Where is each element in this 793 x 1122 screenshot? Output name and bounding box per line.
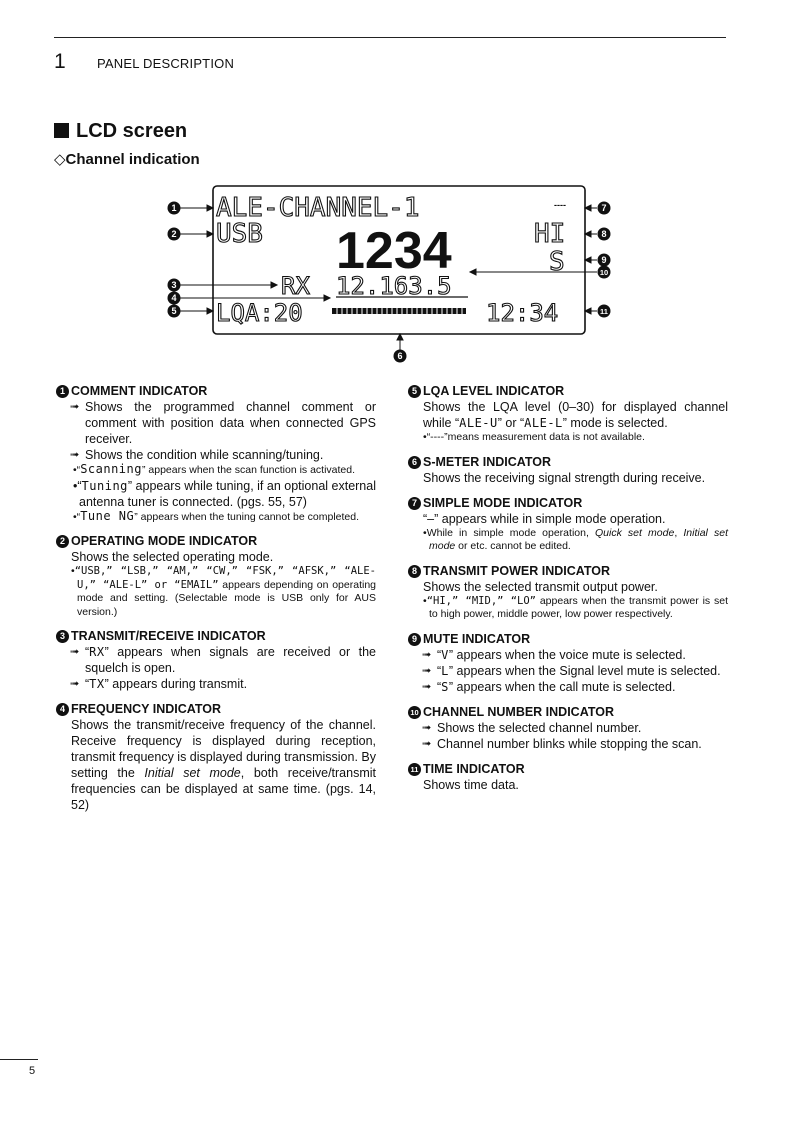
lcd-rx: RX (281, 272, 310, 300)
note-text: While in simple mode operation, (426, 526, 595, 539)
diamond-bullet-icon: ◇ (54, 151, 66, 168)
svg-text:3: 3 (171, 280, 177, 291)
note: •“USB,” “LSB,” “AM,” “CW,” “FSK,” “AFSK,” “ALE-U,” “ALE-L” or “EMAIL” appears depending on operating mode and setting. (Selectable mode is USB only for AUS version.) (71, 565, 376, 618)
header-rule (54, 37, 726, 38)
item-number-badge: 4 (56, 703, 69, 716)
lcd-code: “HI,” “MID,” “LO” (426, 594, 536, 607)
page-number: 5 (29, 1065, 36, 1077)
lcd-mute: S (549, 247, 565, 277)
item-title: TRANSMIT/RECEIVE INDICATOR (71, 629, 266, 643)
lcd-code: RX (89, 645, 105, 659)
svg-text:11: 11 (600, 306, 608, 316)
lcd-channel-number: 1234 (336, 222, 452, 280)
svg-text:9: 9 (601, 255, 607, 266)
note-text: , (674, 526, 684, 539)
lcd-power: HI (534, 219, 566, 249)
item-body: Shows the receiving signal strength during receive. (423, 470, 706, 485)
item-number-badge: 3 (56, 630, 69, 643)
lcd-code: Scanning (80, 462, 142, 476)
item-number-badge: 2 (56, 535, 69, 548)
body-emphasis: Initial set mode (144, 766, 241, 780)
svg-text:5: 5 (171, 306, 177, 317)
bullet-text: ” appears when the call mute is selected. (448, 679, 676, 694)
body-text: ” or “ (497, 416, 525, 430)
note-emphasis: Initial set mode (429, 526, 728, 552)
item-number-badge: 5 (408, 385, 421, 398)
bullet-text: ” appears when the Signal level mute is selected. (448, 663, 721, 678)
lcd-code: “USB,” “LSB,” “AM,” “CW,” “FSK,” “AFSK,” “ALE-U,” “ALE-L” or “EMAIL” (74, 565, 376, 591)
item-title: COMMENT INDICATOR (71, 384, 208, 398)
note-text: or etc. cannot be edited. (455, 540, 571, 552)
note-text: “----”means measurement data is not available. (426, 431, 645, 443)
item-number-badge: 1 (56, 385, 69, 398)
s-meter-indicator-item (408, 455, 728, 486)
note-emphasis: Quick set mode (594, 526, 675, 539)
section-title-text: LCD screen (76, 120, 188, 142)
item-title: MUTE INDICATOR (423, 631, 531, 646)
item-title: LQA LEVEL INDICATOR (423, 384, 565, 398)
time-indicator-item (408, 762, 728, 793)
item-number-badge: 8 (408, 565, 421, 578)
bullet: ➟ Shows the selected channel number. (422, 720, 728, 736)
lcd-unavailable-mark: ---- (554, 200, 566, 210)
lcd-code: L (441, 663, 449, 678)
lcd-code: TX (89, 677, 105, 691)
comment-indicator-item (56, 384, 376, 524)
item-body: Shows the selected transmit output power. (423, 579, 658, 594)
item-body (56, 717, 376, 813)
subsection-title-text: Channel indication (65, 151, 200, 168)
item-body (408, 399, 728, 431)
operating-mode-indicator-item (56, 534, 376, 619)
bullet-text: ” appears during transmit. (104, 677, 248, 691)
bullet: ➟ Channel number blinks while stopping the scan. (422, 736, 728, 752)
transmit-power-indicator-item (408, 564, 728, 622)
bullet: ➟ “L” appears when the Signal level mute is selected. (422, 663, 728, 679)
item-title: FREQUENCY INDICATOR (71, 702, 222, 716)
lcd-code: V (441, 647, 449, 662)
item-title: CHANNEL NUMBER INDICATOR (423, 704, 614, 719)
body-text: Shows the transmit/receive frequency of the channel. Receive frequency is displayed during reception, transmit frequency is displayed during transmission. By setting the (71, 718, 376, 780)
item-body: “–” appears while in simple mode operation. (423, 511, 666, 526)
section-title (54, 120, 187, 143)
note: •“Scanning” appears when the scan function is activated. (73, 462, 356, 476)
bullet-text: ” appears when the voice mute is selected. (448, 647, 686, 662)
svg-text:1: 1 (171, 203, 177, 214)
note: •“Tuning” appears while tuning, if an optional external antenna tuner is connected. (pgs. 55, 57) (73, 478, 376, 509)
bullet: ➟ “RX” appears when signals are received or the squelch is open. (70, 644, 376, 676)
lcd-code: Tune NG (80, 508, 135, 523)
item-body: Shows time data. (423, 777, 519, 792)
lcd-code: ALE-U (459, 416, 498, 430)
bullet: ➟ “V” appears when the voice mute is selected. (422, 647, 728, 663)
note: •“Tune NG” appears when the tuning cannot be completed. (73, 508, 360, 523)
svg-text:7: 7 (601, 203, 607, 214)
lqa-level-indicator-item (408, 384, 728, 445)
left-column (56, 384, 376, 823)
lcd-diagram-svg (160, 180, 620, 370)
note: •While in simple mode operation, Quick set mode, Initial set mode or etc. cannot be edited. (423, 526, 728, 552)
footer-rule (0, 1059, 38, 1060)
item-title: TIME INDICATOR (423, 761, 525, 776)
body-text: ” mode is selected. (562, 416, 668, 430)
lcd-diagram (160, 180, 620, 370)
chapter-number: 1 (54, 50, 66, 73)
lcd-comment: ALE-CHANNEL-1 (216, 193, 420, 223)
lcd-code: S (441, 679, 449, 694)
chapter-title: PANEL DESCRIPTION (97, 56, 235, 71)
simple-mode-indicator-item (408, 496, 728, 554)
note: •“----”means measurement data is not available. (423, 431, 645, 443)
body-text: , both receive/transmit frequencies can be displayed at same time. (pgs. 14, 52) (71, 766, 376, 812)
svg-text:2: 2 (171, 229, 177, 240)
bullet: ➟ “TX” appears during transmit. (70, 676, 376, 692)
item-title: OPERATING MODE INDICATOR (71, 534, 258, 548)
item-number-badge: 11 (408, 763, 421, 776)
lcd-lqa: LQA:20 (216, 299, 303, 327)
item-number-badge: 10 (408, 706, 421, 719)
item-title: TRANSMIT POWER INDICATOR (423, 563, 611, 578)
lcd-time: 12:34 (486, 299, 559, 327)
note-text: appears when the transmit power is set to high power, middle power, low power respectively. (429, 594, 729, 620)
note-text: ” appears while tuning, if an optional external antenna tuner is connected. (pgs. 55, 57) (79, 478, 376, 509)
item-number-badge: 7 (408, 497, 421, 510)
item-number-badge: 6 (408, 456, 421, 469)
bullet: ➟ Shows the condition while scanning/tuning. (70, 447, 376, 463)
svg-text:10: 10 (599, 268, 609, 277)
body-text: Shows the LQA level (0–30) for displayed channel while “ (423, 400, 728, 430)
lcd-frequency: 12.163.5 (336, 272, 452, 300)
transmit-receive-indicator-item (56, 629, 376, 692)
svg-text:6: 6 (397, 351, 403, 362)
frequency-indicator-item (56, 702, 376, 813)
right-column (408, 384, 728, 803)
note-text: ” appears when the scan function is activated. (141, 464, 356, 476)
bullet-text: ” appears when signals are received or the squelch is open. (85, 645, 376, 675)
square-bullet-icon (54, 123, 69, 138)
channel-number-indicator-item (408, 705, 728, 752)
note-text: appears depending on operating mode and setting. (Selectable mode is USB only for AUS version.) (77, 578, 376, 618)
note: •“HI,” “MID,” “LO” appears when the transmit power is set to high power, middle power, low power respectively. (423, 594, 729, 620)
lcd-code: ALE-L (524, 416, 563, 430)
mute-indicator-item (408, 632, 728, 695)
item-title: S-METER INDICATOR (423, 454, 552, 469)
lcd-mode: USB (216, 219, 263, 249)
bullet: ➟ Shows the programmed channel comment or comment with position data when connected GPS receiver. (70, 399, 376, 447)
item-title: SIMPLE MODE INDICATOR (423, 495, 583, 510)
lcd-s-meter (332, 307, 466, 315)
svg-text:4: 4 (171, 293, 177, 304)
svg-text:8: 8 (601, 229, 607, 240)
bullet: ➟ “S” appears when the call mute is selected. (422, 679, 728, 695)
note-text: ” appears when the tuning cannot be completed. (134, 510, 360, 523)
lcd-code: Tuning (81, 478, 128, 493)
item-body: Shows the selected operating mode. (71, 550, 274, 564)
item-number-badge: 9 (408, 633, 421, 646)
subsection-title (54, 150, 200, 168)
